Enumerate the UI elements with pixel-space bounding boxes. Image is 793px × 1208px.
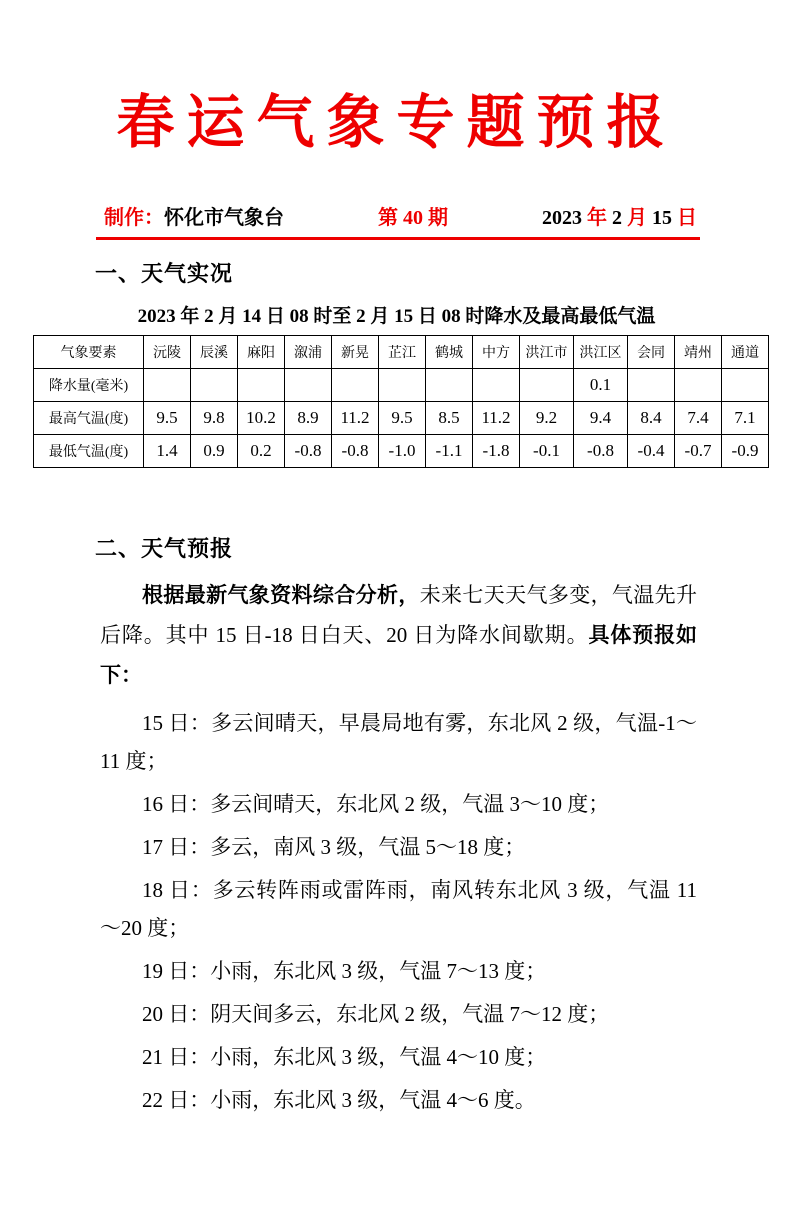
cell-value: -0.9 — [722, 434, 769, 467]
cell-value: -0.4 — [628, 434, 675, 467]
forecast-day-15: 15 日：多云间晴天，早晨局地有雾，东北风 2 级，气温-1～11 度； — [100, 710, 697, 773]
col-header-city: 溆浦 — [285, 335, 332, 368]
forecast-day-21: 21 日：小雨，东北风 3 级，气温 4～10 度； — [142, 1044, 547, 1069]
row-label: 降水量(毫米) — [34, 368, 144, 401]
date-month-unit: 月 — [627, 206, 647, 229]
cell-value: -0.1 — [520, 434, 574, 467]
cell-value: 0.9 — [191, 434, 238, 467]
cell-value: 7.4 — [675, 401, 722, 434]
forecast-intro-paragraph — [100, 575, 697, 695]
col-header-city: 洪江市 — [520, 335, 574, 368]
cell-value: -1.8 — [473, 434, 520, 467]
document-meta-row — [104, 201, 697, 230]
row-label: 最低气温(度) — [34, 434, 144, 467]
cell-value: -0.8 — [285, 434, 332, 467]
cell-value — [144, 368, 191, 401]
forecast-day-16: 16 日：多云间晴天，东北风 2 级，气温 3～10 度； — [142, 791, 610, 816]
cell-value — [628, 368, 675, 401]
document-page — [0, 86, 793, 1208]
col-header-city: 通道 — [722, 335, 769, 368]
producer-name: 怀化市气象台 — [164, 206, 284, 229]
issue-date — [542, 201, 697, 230]
produced-label: 制作： — [104, 206, 164, 229]
weather-observation-table — [33, 335, 769, 468]
cell-value — [332, 368, 379, 401]
cell-value: 8.9 — [285, 401, 332, 434]
cell-value — [379, 368, 426, 401]
forecast-day-20: 20 日：阴天间多云，东北风 2 级，气温 7～12 度； — [142, 1001, 610, 1026]
intro-bold-lead: 根据最新气象资料综合分析， — [142, 582, 420, 607]
cell-value: 10.2 — [238, 401, 285, 434]
issue-number: 第 40 期 — [378, 206, 448, 229]
forecast-day-17: 17 日：多云，南风 3 级，气温 5～18 度； — [142, 834, 526, 859]
cell-value: -0.7 — [675, 434, 722, 467]
col-header-city: 中方 — [473, 335, 520, 368]
cell-value: -0.8 — [332, 434, 379, 467]
col-header-city: 新晃 — [332, 335, 379, 368]
intro-middle: 未来七天天气多变，气温先升后降。其中 15 日-18 日白天、20 日为降水间歇期。 — [100, 582, 698, 647]
col-header-city: 洪江区 — [574, 335, 628, 368]
daily-forecast-list — [0, 704, 793, 1119]
col-header-city: 辰溪 — [191, 335, 238, 368]
row-label: 最高气温(度) — [34, 401, 144, 434]
cell-value: 9.4 — [574, 401, 628, 434]
cell-value — [426, 368, 473, 401]
cell-value: 9.8 — [191, 401, 238, 434]
red-divider-rule — [96, 237, 700, 240]
cell-value: 0.1 — [574, 368, 628, 401]
producer-field — [104, 201, 284, 230]
table-header-row — [34, 335, 769, 368]
cell-value: -1.0 — [379, 434, 426, 467]
table-row-min-temp — [34, 434, 769, 467]
forecast-day-22: 22 日：小雨，东北风 3 级，气温 4～6 度。 — [142, 1087, 536, 1112]
col-header-element: 气象要素 — [34, 335, 144, 368]
cell-value: 1.4 — [144, 434, 191, 467]
date-month-value: 2 — [607, 206, 627, 229]
cell-value — [520, 368, 574, 401]
cell-value — [675, 368, 722, 401]
cell-value: 11.2 — [473, 401, 520, 434]
cell-value: 9.5 — [144, 401, 191, 434]
cell-value — [722, 368, 769, 401]
forecast-day-19: 19 日：小雨，东北风 3 级，气温 7～13 度； — [142, 958, 547, 983]
date-day-unit: 日 — [677, 206, 697, 229]
cell-value: 9.2 — [520, 401, 574, 434]
cell-value: -1.1 — [426, 434, 473, 467]
section1-heading: 一、天气实况 — [95, 260, 234, 286]
cell-value: -0.8 — [574, 434, 628, 467]
col-header-city: 鹤城 — [426, 335, 473, 368]
cell-value: 8.4 — [628, 401, 675, 434]
section2-heading: 二、天气预报 — [95, 535, 234, 561]
table-row-max-temp — [34, 401, 769, 434]
observation-table-caption: 2023 年 2 月 14 日 08 时至 2 月 15 日 08 时降水及最高最低气温 — [137, 305, 656, 327]
cell-value: 7.1 — [722, 401, 769, 434]
cell-value: 0.2 — [238, 434, 285, 467]
cell-value — [191, 368, 238, 401]
cell-value: 11.2 — [332, 401, 379, 434]
cell-value — [285, 368, 332, 401]
col-header-city: 靖州 — [675, 335, 722, 368]
cell-value: 8.5 — [426, 401, 473, 434]
col-header-city: 麻阳 — [238, 335, 285, 368]
col-header-city: 会同 — [628, 335, 675, 368]
date-year-unit: 年 — [587, 206, 607, 229]
cell-value: 9.5 — [379, 401, 426, 434]
cell-value — [473, 368, 520, 401]
table-row-precipitation — [34, 368, 769, 401]
intro-bold-tail: 具体预报如下： — [100, 622, 697, 687]
col-header-city: 沅陵 — [144, 335, 191, 368]
cell-value — [238, 368, 285, 401]
document-title: 春运气象专题预报 — [116, 88, 677, 156]
date-day-value: 15 — [647, 206, 677, 229]
date-year-value: 2023 — [542, 206, 587, 229]
col-header-city: 芷江 — [379, 335, 426, 368]
forecast-day-18: 18 日：多云转阵雨或雷阵雨，南风转东北风 3 级，气温 11～20 度； — [100, 877, 697, 940]
